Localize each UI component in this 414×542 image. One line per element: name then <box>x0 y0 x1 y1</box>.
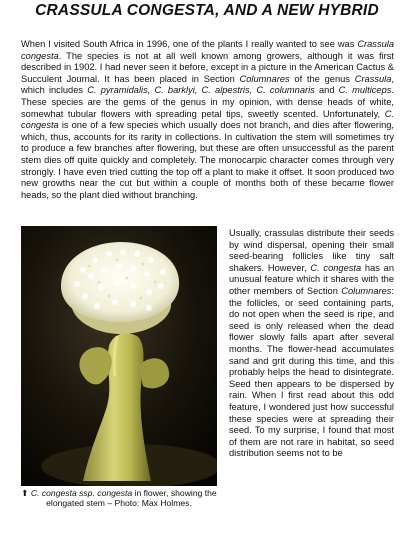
intro-paragraph <box>21 39 394 201</box>
up-arrow-icon: ⬆ <box>21 488 29 498</box>
crassula-flower-illustration <box>21 226 217 486</box>
italic-run: Crassula <box>354 73 392 84</box>
text-run: , which includes <box>21 73 394 96</box>
italic-run: Columnares <box>341 285 392 296</box>
text-run: . These species are the gems of the genus in my opinion, with dense heads of white, somewhat tubular flowers with spreading petal tips, sweetly scented. Unfortunately, <box>21 85 394 119</box>
text-run: of the genus <box>289 73 355 84</box>
italic-run: Crassula congesta <box>21 39 394 61</box>
caption-species: C. congesta ssp. congesta <box>30 488 133 498</box>
text-run: has an unusual feature which it shares with the other members of Section <box>229 262 394 296</box>
text-run: and <box>314 85 339 96</box>
caption-text: in flower, showing the elongated stem – Photo: Max Holmes. <box>46 488 217 509</box>
italic-run: C. congesta <box>21 108 394 131</box>
text-run: . The species is not at all well known among growers, although it was first described in 1902. I had never seen it before, except in a picture in the American Cactus & Succulent Journal. It has been placed in Section <box>21 50 394 84</box>
article-title: CRASSULA CONGESTA, AND A NEW HYBRID <box>35 2 379 19</box>
italic-run: C. congesta <box>310 262 362 273</box>
seed-dispersal-paragraph <box>229 228 394 460</box>
text-run: When I visited South Africa in 1996, one of the plants I really wanted to see was <box>21 39 358 49</box>
plant-photo <box>21 226 217 486</box>
text-run: is one of a few species which usually does not branch, and dies after flowering, which, thus, accounts for its rarity in collections. In cultivation the stem will sometimes try to produce a few branches after flowering, but these are often unsuccessful as the parent stem dies off quite quickly and completely. The monocarpic character comes through very strongly. I have even tried cutting the top off a plant to make it offset. It soon produced two new growths near the cut but within a couple of months both of these became flower heads, so the plant died without branching. <box>21 120 394 200</box>
italic-run: C. multiceps <box>338 85 392 96</box>
text-run: Usually, crassulas distribute their seeds by wind dispersal, opening their small seed-bearing follicles like tiny salt shakers. However, <box>229 228 394 273</box>
italic-run: Columnares <box>239 73 290 84</box>
photo-caption <box>21 488 217 509</box>
italic-run: C. pyramidalis, C. barklyi, C. alpestris, C. columnaris <box>87 85 315 96</box>
text-run: : the follicles, or seed containing parts, do not open when the seed is ripe, and seed is only released when the dead flower slowly falls apart after several months. The flower-head accumulates sand and grit during this time, and this probably helps the head to disintegrate. Seed then appears to be dispersed by rain. When I first read about this odd feature, I wondered just how successful these species were at spreading their seed. To my surprise, I found that most of them are not rare in habitat, so seed distribution seems not to be <box>229 285 394 459</box>
